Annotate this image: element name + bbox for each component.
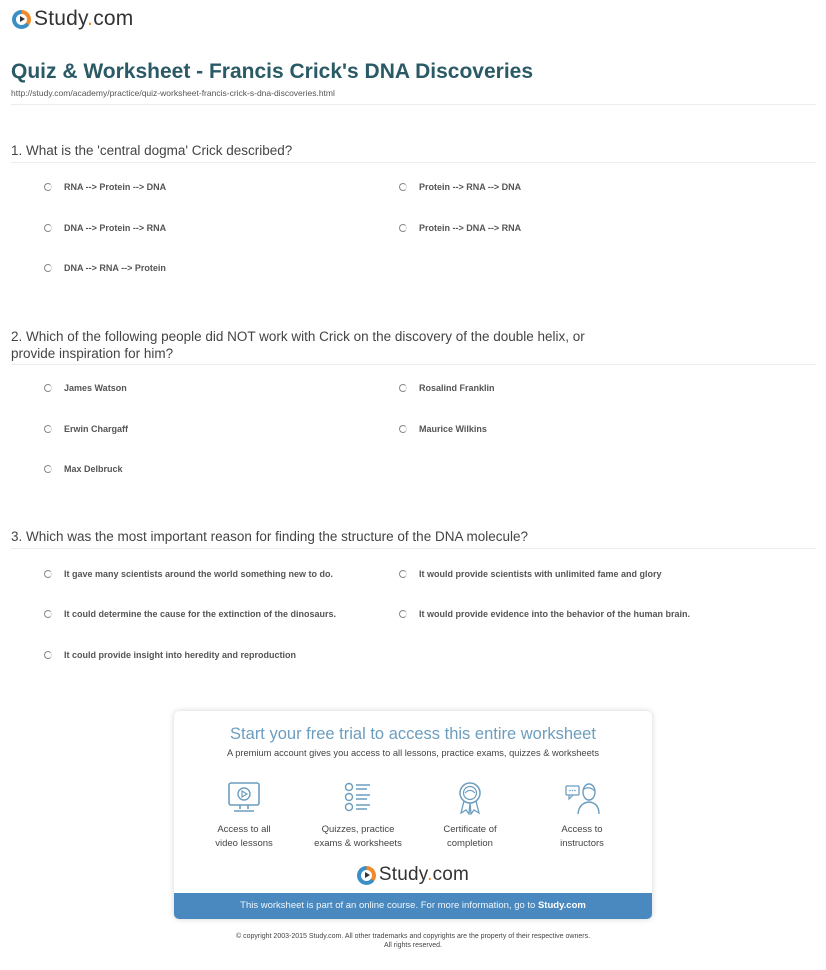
promo-subtitle: A premium account gives you access to all lessons, practice exams, quizzes & worksheets <box>226 748 600 758</box>
q1-option-d[interactable]: Protein --> DNA --> RNA <box>399 223 521 233</box>
divider <box>11 104 816 105</box>
q2-option-d[interactable]: Maurice Wilkins <box>399 424 487 434</box>
feature-video-lessons: Access to all video lessons <box>184 781 304 851</box>
radio-button-icon[interactable] <box>44 224 52 232</box>
feature-instructors: Access to instructors <box>522 781 642 851</box>
question-3-text: 3. Which was the most important reason for finding the structure of the DNA molecule? <box>11 529 528 544</box>
q3-option-e[interactable]: It could provide insight into heredity and reproduction <box>44 650 296 660</box>
promo-study-logo[interactable]: Study.com <box>174 864 652 886</box>
radio-button-icon[interactable] <box>399 224 407 232</box>
play-logo-icon <box>12 10 31 29</box>
study-logo[interactable]: Study.com <box>12 7 133 31</box>
radio-button-icon[interactable] <box>44 570 52 578</box>
q1-option-b[interactable]: Protein --> RNA --> DNA <box>399 182 521 192</box>
divider <box>11 162 816 163</box>
divider <box>11 364 816 365</box>
radio-button-icon[interactable] <box>44 465 52 473</box>
feature-certificate: Certificate of completion <box>410 781 530 851</box>
copyright-footer: © copyright 2003-2015 Study.com. All other trademarks and copyrights are the property of their respective owners. All rights reserved. <box>235 933 591 949</box>
q1-option-a[interactable]: RNA --> Protein --> DNA <box>44 182 166 192</box>
q3-option-d[interactable]: It would provide evidence into the behavior of the human brain. <box>399 609 690 619</box>
q1-option-c[interactable]: DNA --> Protein --> RNA <box>44 223 166 233</box>
radio-button-icon[interactable] <box>44 183 52 191</box>
q2-option-a[interactable]: James Watson <box>44 383 127 393</box>
feature-quizzes: Quizzes, practice exams & worksheets <box>298 781 418 851</box>
question-2-text: 2. Which of the following people did NOT work with Crick on the discovery of the double helix, or provide inspiration for him? <box>11 329 585 361</box>
play-logo-icon <box>357 866 376 885</box>
radio-button-icon[interactable] <box>399 425 407 433</box>
divider <box>11 548 816 549</box>
question-1-text: 1. What is the 'central dogma' Crick described? <box>11 143 293 158</box>
instructor-icon <box>564 781 600 815</box>
quiz-list-icon <box>340 781 376 815</box>
page-url[interactable]: http://study.com/academy/practice/quiz-worksheet-francis-crick-s-dna-discoveries.html <box>11 88 335 98</box>
promo-title[interactable]: Start your free trial to access this entire worksheet <box>230 725 596 743</box>
radio-button-icon[interactable] <box>44 425 52 433</box>
video-lesson-icon <box>226 781 262 815</box>
q2-option-b[interactable]: Rosalind Franklin <box>399 383 495 393</box>
page-title: Quiz & Worksheet - Francis Crick's DNA Discoveries <box>11 60 534 83</box>
radio-button-icon[interactable] <box>399 610 407 618</box>
study-com-link[interactable]: Study.com <box>537 900 586 911</box>
q2-option-c[interactable]: Erwin Chargaff <box>44 424 128 434</box>
radio-button-icon[interactable] <box>44 651 52 659</box>
radio-button-icon[interactable] <box>399 384 407 392</box>
q2-option-e[interactable]: Max Delbruck <box>44 464 123 474</box>
q3-option-a[interactable]: It gave many scientists around the world something new to do. <box>44 569 333 579</box>
radio-button-icon[interactable] <box>44 384 52 392</box>
q3-option-b[interactable]: It would provide scientists with unlimited fame and glory <box>399 569 662 579</box>
radio-button-icon[interactable] <box>44 610 52 618</box>
certificate-icon <box>452 781 488 815</box>
free-trial-promo <box>174 711 652 919</box>
radio-button-icon[interactable] <box>399 570 407 578</box>
radio-button-icon[interactable] <box>399 183 407 191</box>
promo-info-bar[interactable]: This worksheet is part of an online course. For more information, go to Study.com <box>174 893 652 919</box>
radio-button-icon[interactable] <box>44 264 52 272</box>
q1-option-e[interactable]: DNA --> RNA --> Protein <box>44 263 166 273</box>
q3-option-c[interactable]: It could determine the cause for the extinction of the dinosaurs. <box>44 609 336 619</box>
